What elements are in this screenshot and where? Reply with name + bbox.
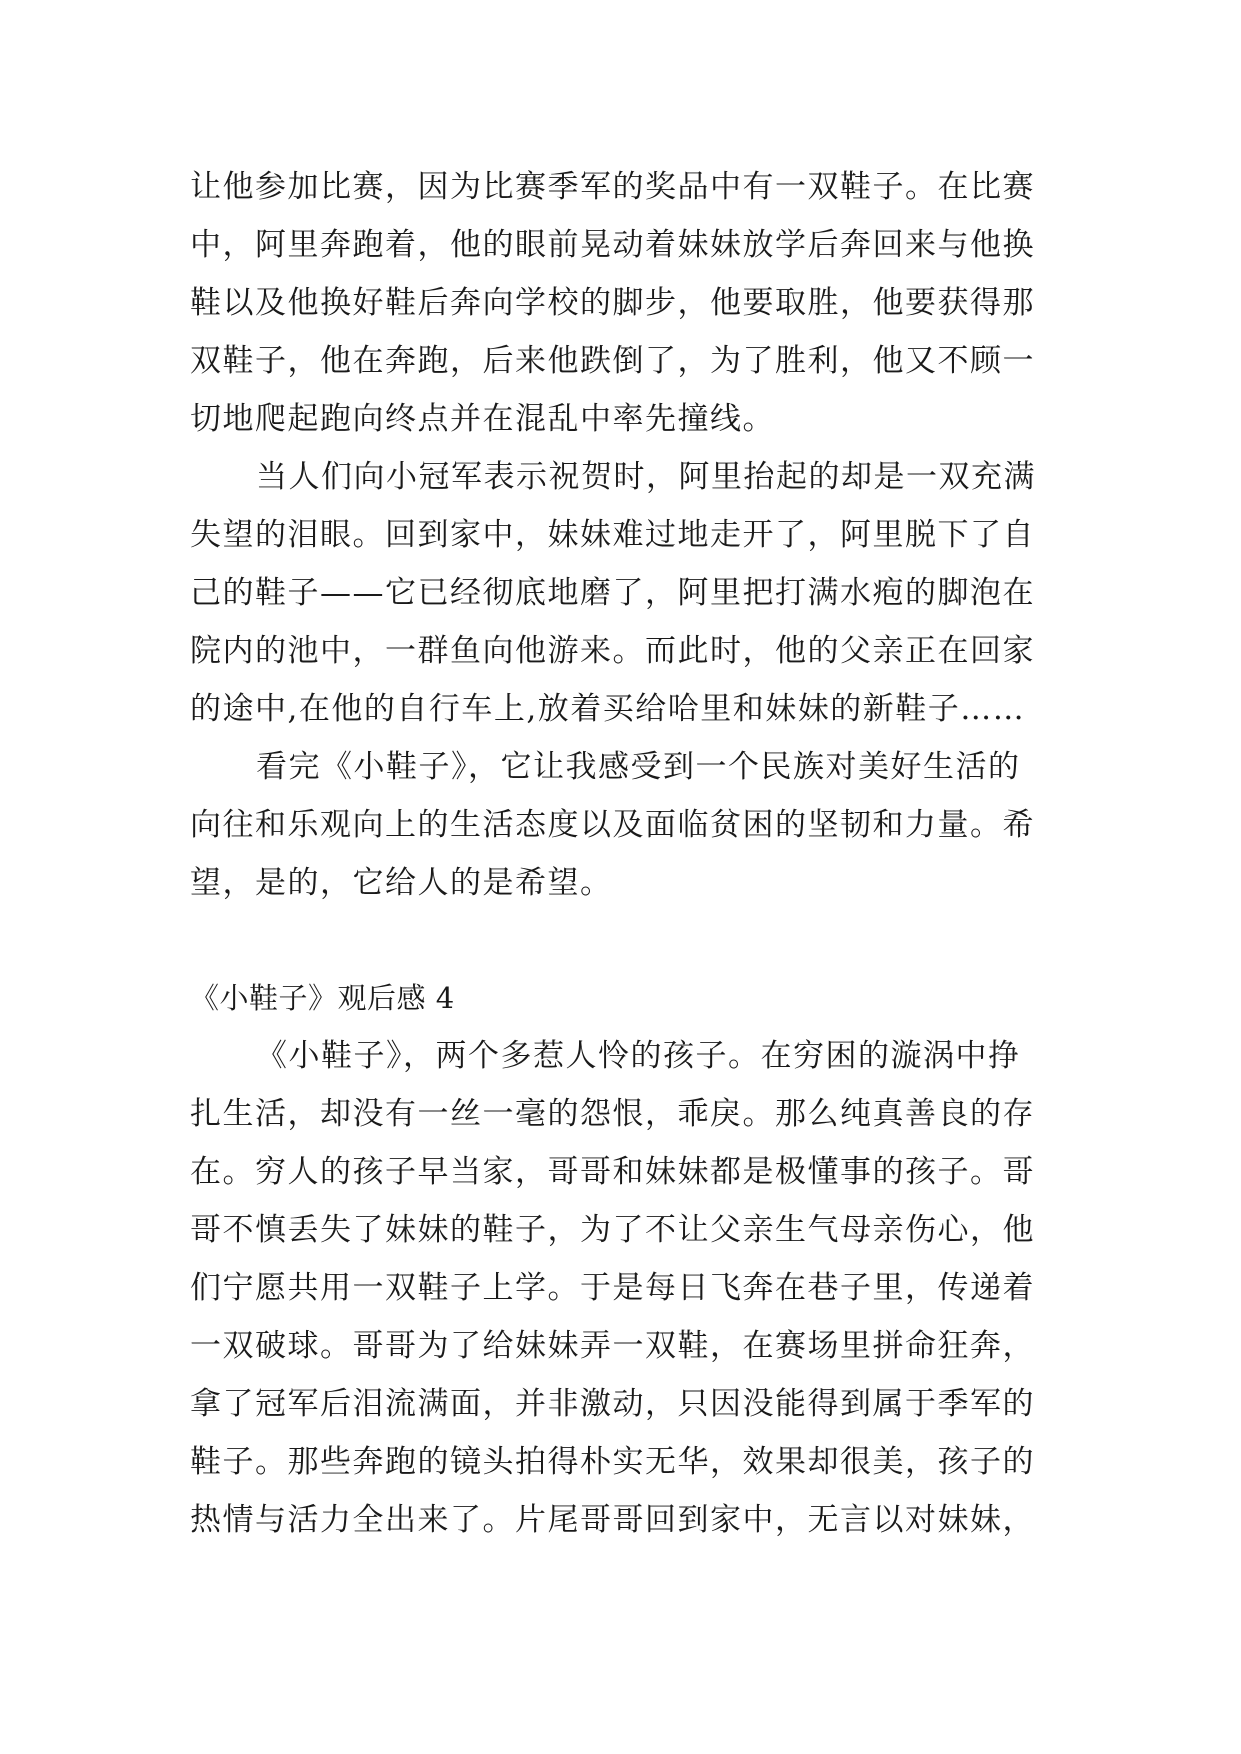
text-line: 失望的泪眼。回到家中，妹妹难过地走开了，阿里脱下了自 — [190, 517, 1035, 553]
text-line: 们宁愿共用一双鞋子上学。于是每日飞奔在巷子里，传递着 — [190, 1270, 1035, 1306]
section-heading: 《小鞋子》观后感 4 — [190, 981, 455, 1015]
text-line: 鞋子。那些奔跑的镜头拍得朴实无华，效果却很美，孩子的 — [190, 1444, 1035, 1480]
text-line: 在。穷人的孩子早当家，哥哥和妹妹都是极懂事的孩子。哥 — [190, 1154, 1035, 1190]
text-line: 看完《小鞋子》，它让我感受到一个民族对美好生活的 — [256, 749, 1021, 785]
text-line: 《小鞋子》，两个多惹人怜的孩子。在穷困的漩涡中挣 — [256, 1038, 1021, 1074]
text-line: 一双破球。哥哥为了给妹妹弄一双鞋，在赛场里拼命狂奔， — [190, 1328, 1035, 1364]
text-line: 扎生活，却没有一丝一毫的怨恨，乖戾。那么纯真善良的存 — [190, 1096, 1035, 1132]
text-line: 院内的池中，一群鱼向他游来。而此时，他的父亲正在回家 — [190, 633, 1035, 669]
text-line: 双鞋子，他在奔跑，后来他跌倒了，为了胜利，他又不顾一 — [190, 343, 1035, 379]
text-line: 当人们向小冠军表示祝贺时，阿里抬起的却是一双充满 — [256, 459, 1036, 495]
text-line: 让他参加比赛，因为比赛季军的奖品中有一双鞋子。在比赛 — [190, 169, 1035, 205]
text-line: 切地爬起跑向终点并在混乱中率先撞线。 — [190, 401, 775, 437]
text-line: 的途中,在他的自行车上,放着买给哈里和妹妹的新鞋子…… — [190, 691, 1026, 727]
text-line: 拿了冠军后泪流满面，并非激动，只因没能得到属于季军的 — [190, 1386, 1035, 1422]
text-line: 哥不慎丢失了妹妹的鞋子，为了不让父亲生气母亲伤心，他 — [190, 1212, 1035, 1248]
text-line: 热情与活力全出来了。片尾哥哥回到家中，无言以对妹妹， — [190, 1502, 1035, 1538]
text-line: 鞋以及他换好鞋后奔向学校的脚步，他要取胜，他要获得那 — [190, 285, 1035, 321]
text-line: 己的鞋子——它已经彻底地磨了，阿里把打满水疱的脚泡在 — [190, 575, 1035, 611]
text-line: 中，阿里奔跑着，他的眼前晃动着妹妹放学后奔回来与他换 — [190, 227, 1035, 263]
text-line: 向往和乐观向上的生活态度以及面临贫困的坚韧和力量。希 — [190, 807, 1035, 843]
text-line: 望，是的，它给人的是希望。 — [190, 865, 613, 901]
